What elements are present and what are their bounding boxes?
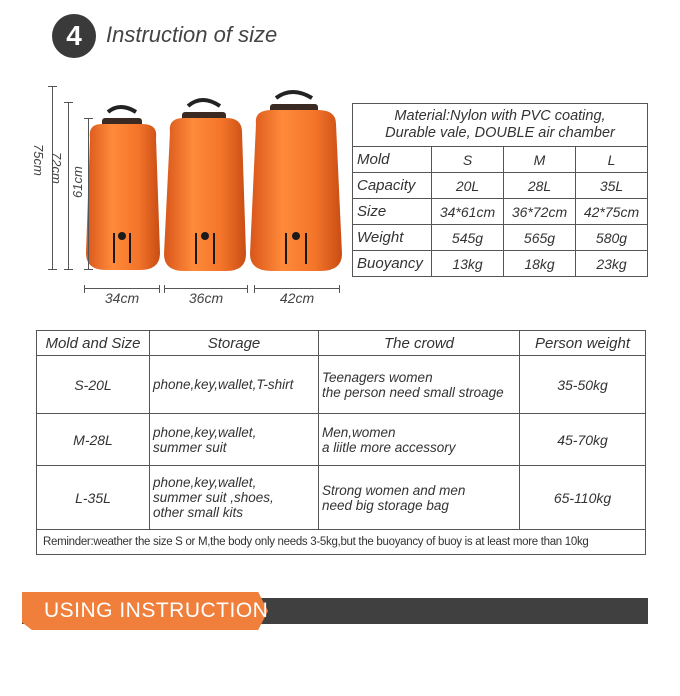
height-line-61 xyxy=(88,118,89,270)
spec-cell: 34*61cm xyxy=(432,199,504,225)
height-line-72 xyxy=(68,102,69,270)
width-label-42: 42cm xyxy=(279,290,315,306)
spec-cell: 23kg xyxy=(576,251,648,277)
material-line-2: Durable vale, DOUBLE air chamber xyxy=(385,125,615,141)
size-cell: S-20L xyxy=(37,356,150,414)
storage-line: summer suit ,shoes, xyxy=(153,490,274,505)
spec-cell: 28L xyxy=(504,173,576,199)
usage-reminder-row xyxy=(37,530,646,555)
size-cell: L-35L xyxy=(37,466,150,530)
spec-cell: 580g xyxy=(576,225,648,251)
column-header: Person weight xyxy=(520,331,646,356)
height-label-72: 72cm xyxy=(49,152,64,184)
spec-row-size xyxy=(353,199,648,225)
spec-cell: 565g xyxy=(504,225,576,251)
spec-cell: S xyxy=(432,147,504,173)
column-header: The crowd xyxy=(319,331,520,356)
weight-cell: 45-70kg xyxy=(520,414,646,466)
spec-row-buoyancy xyxy=(353,251,648,277)
storage-cell xyxy=(150,414,319,466)
spec-cell: 36*72cm xyxy=(504,199,576,225)
crowd-line: Teenagers women xyxy=(322,369,433,385)
material-cell xyxy=(353,104,648,147)
spec-cell: L xyxy=(576,147,648,173)
height-label-75: 75cm xyxy=(31,144,46,176)
storage-cell xyxy=(150,356,319,414)
spec-table xyxy=(352,103,648,277)
material-line-1: Material:Nylon with PVC coating, xyxy=(394,108,606,124)
crowd-line: the person need small stroage xyxy=(322,384,504,400)
crowd-cell xyxy=(319,356,520,414)
row-label: Weight xyxy=(353,225,432,251)
crowd-cell xyxy=(319,466,520,530)
crowd-line: Men,women xyxy=(322,424,396,440)
row-label: Mold xyxy=(353,147,432,173)
section-title: Instruction of size xyxy=(106,22,278,47)
column-header: Mold and Size xyxy=(37,331,150,356)
storage-cell xyxy=(150,466,319,530)
width-line-34 xyxy=(84,288,160,289)
spec-cell: 18kg xyxy=(504,251,576,277)
spec-cell: 545g xyxy=(432,225,504,251)
storage-line: summer suit xyxy=(153,439,227,455)
using-instruction-label: USING INSTRUCTION xyxy=(44,599,269,622)
bag-small xyxy=(86,107,160,270)
storage-line: phone,key,wallet, xyxy=(153,475,257,490)
float-bags-illustration xyxy=(80,88,350,278)
usage-table xyxy=(36,330,646,555)
size-cell: M-28L xyxy=(37,414,150,466)
height-label-61: 61cm xyxy=(70,166,85,198)
spec-row-weight xyxy=(353,225,648,251)
spec-row-mold xyxy=(353,147,648,173)
weight-cell: 65-110kg xyxy=(520,466,646,530)
crowd-cell xyxy=(319,414,520,466)
spec-cell: 42*75cm xyxy=(576,199,648,225)
bag-medium xyxy=(164,100,246,271)
spec-cell: M xyxy=(504,147,576,173)
usage-header-row xyxy=(37,331,646,356)
spec-cell: 13kg xyxy=(432,251,504,277)
spec-cell: 20L xyxy=(432,173,504,199)
width-line-36 xyxy=(164,288,248,289)
width-label-36: 36cm xyxy=(188,290,224,306)
spec-row-capacity xyxy=(353,173,648,199)
row-label: Buoyancy xyxy=(353,251,432,277)
usage-row-l xyxy=(37,466,646,530)
crowd-line: Strong women and men xyxy=(322,482,466,498)
weight-cell: 35-50kg xyxy=(520,356,646,414)
column-header: Storage xyxy=(150,331,319,356)
step-number-badge: 4 xyxy=(52,14,96,58)
usage-row-m xyxy=(37,414,646,466)
width-line-42 xyxy=(254,288,340,289)
storage-line: other small kits xyxy=(153,505,244,520)
spec-cell: 35L xyxy=(576,173,648,199)
width-label-34: 34cm xyxy=(104,290,140,306)
reminder-note: Reminder:weather the size S or M,the body only needs 3-5kg,but the buoyancy of buoy is at least more than 10kg xyxy=(37,530,646,555)
storage-line: phone,key,wallet,T-shirt xyxy=(153,377,294,392)
crowd-line: need big storage bag xyxy=(322,497,449,513)
storage-line: phone,key,wallet, xyxy=(153,424,257,440)
bag-large xyxy=(250,92,342,271)
row-label: Capacity xyxy=(353,173,432,199)
row-label: Size xyxy=(353,199,432,225)
usage-row-s xyxy=(37,356,646,414)
crowd-line: a liitle more accessory xyxy=(322,439,456,455)
